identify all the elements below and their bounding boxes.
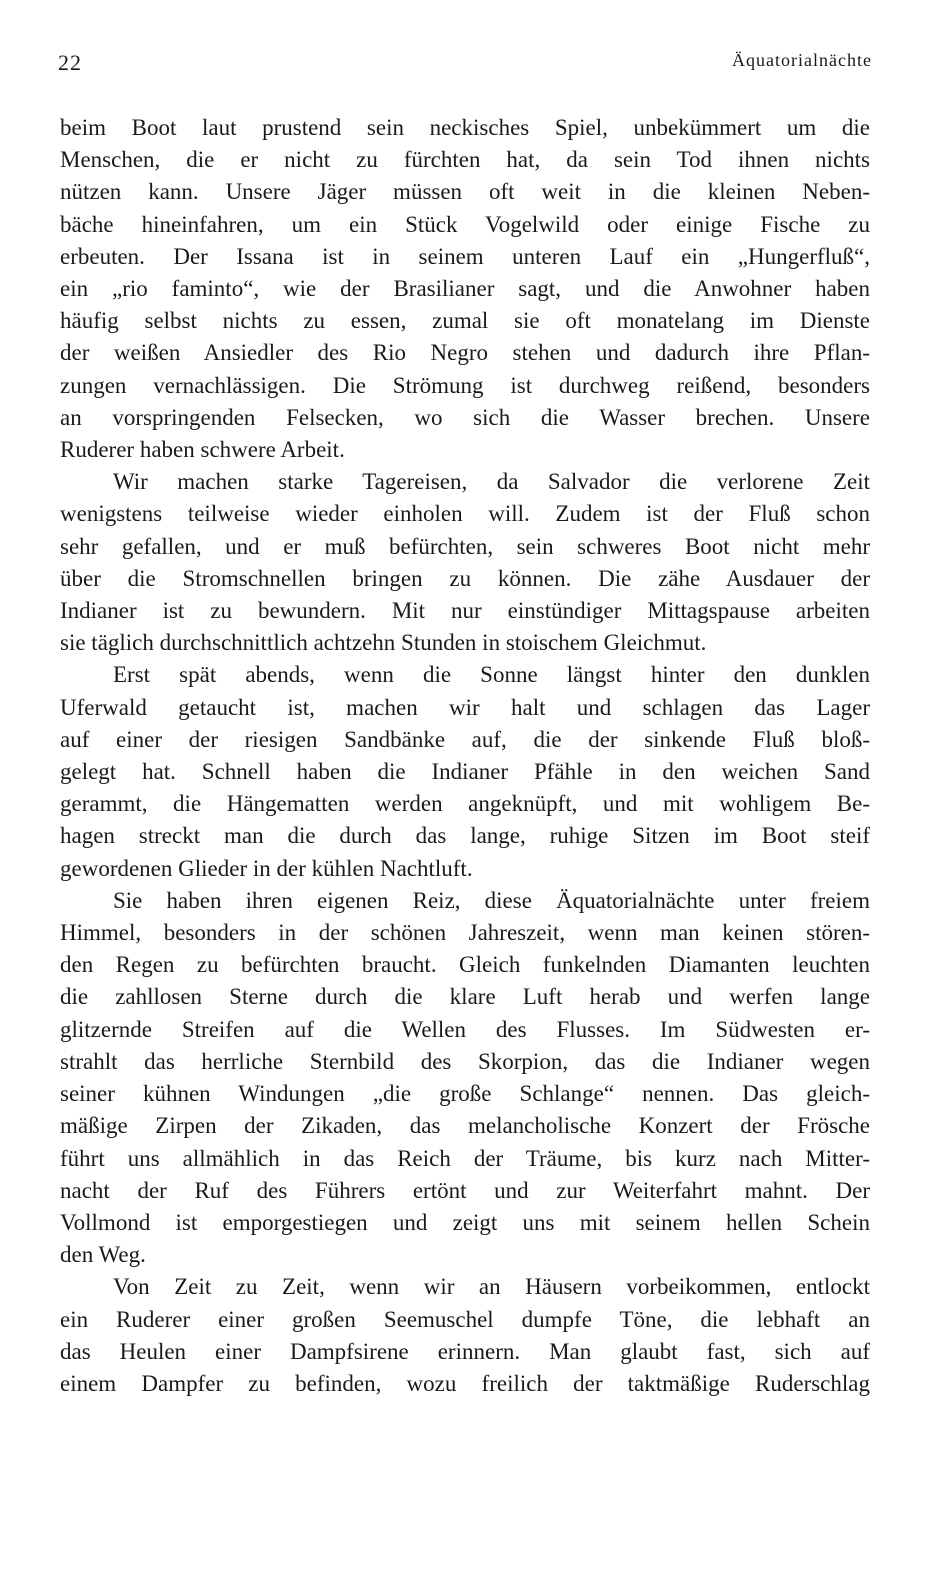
text-line: über die Stromschnellen bringen zu können. Die zähe Ausdauer der	[60, 565, 870, 591]
text-line: glitzernde Streifen auf die Wellen des Flusses. Im Südwesten er-	[60, 1016, 870, 1042]
text-line: häufig selbst nichts zu essen, zumal sie oft monatelang im Dienste	[60, 308, 870, 334]
text-line: der weißen Ansiedler des Rio Negro stehen und dadurch ihre Pflan-	[60, 340, 870, 366]
text-line: gerammt, die Hängematten werden angeknüpft, und mit wohligem Be-	[60, 791, 870, 817]
text-line: Ruderer haben schwere Arbeit.	[60, 437, 345, 463]
text-line: die zahllosen Sterne durch die klare Luft herab und werfen lange	[60, 984, 870, 1010]
text-line: bäche hineinfahren, um ein Stück Vogelwild oder einige Fische zu	[60, 211, 870, 237]
text-line: nützen kann. Unsere Jäger müssen oft weit in die kleinen Neben-	[60, 179, 870, 205]
body-text	[60, 112, 870, 1400]
text-line: Menschen, die er nicht zu fürchten hat, da sein Tod ihnen nichts	[60, 147, 870, 173]
text-line: auf einer der riesigen Sandbänke auf, die der sinkende Fluß bloß-	[60, 726, 870, 752]
text-line: Sie haben ihren eigenen Reiz, diese Äquatorialnächte unter freiem	[113, 887, 870, 913]
text-line: Uferwald getaucht ist, machen wir halt und schlagen das Lager	[60, 694, 870, 720]
text-line: gelegt hat. Schnell haben die Indianer Pfähle in den weichen Sand	[60, 759, 870, 785]
text-line: erbeuten. Der Issana ist in seinem unteren Lauf ein „Hungerfluß“,	[60, 243, 870, 269]
paragraph	[60, 659, 870, 884]
text-line: den Regen zu befürchten braucht. Gleich funkelnden Diamanten leuchten	[60, 952, 870, 978]
text-line: gewordenen Glieder in der kühlen Nachtluft.	[60, 855, 473, 881]
paragraph	[60, 1271, 870, 1400]
text-line: Erst spät abends, wenn die Sonne längst hinter den dunklen	[113, 662, 870, 688]
text-line: hagen streckt man die durch das lange, ruhige Sitzen im Boot steif	[60, 823, 870, 849]
text-line: zungen vernachlässigen. Die Strömung ist durchweg reißend, besonders	[60, 372, 870, 398]
text-line: Himmel, besonders in der schönen Jahreszeit, wenn man keinen stören-	[60, 920, 870, 946]
text-line: strahlt das herrliche Sternbild des Skorpion, das die Indianer wegen	[60, 1048, 870, 1074]
text-line: Vollmond ist emporgestiegen und zeigt uns mit seinem hellen Schein	[60, 1209, 870, 1235]
text-line: Indianer ist zu bewundern. Mit nur einstündiger Mittagspause arbeiten	[60, 598, 870, 624]
text-line: führt uns allmählich in das Reich der Träume, bis kurz nach Mitter-	[60, 1145, 870, 1171]
text-line: sehr gefallen, und er muß befürchten, sein schweres Boot nicht mehr	[60, 533, 870, 559]
paragraph	[60, 112, 870, 466]
text-line: nacht der Ruf des Führers ertönt und zur Weiterfahrt mahnt. Der	[60, 1177, 870, 1203]
text-line: ein Ruderer einer großen Seemuschel dumpfe Töne, die lebhaft an	[60, 1306, 870, 1332]
text-line: wenigstens teilweise wieder einholen will. Zudem ist der Fluß schon	[60, 501, 870, 527]
text-line: ein „rio faminto“, wie der Brasilianer sagt, und die Anwohner haben	[60, 276, 870, 302]
text-line: den Weg.	[60, 1242, 146, 1268]
text-line: Wir machen starke Tagereisen, da Salvador die verlorene Zeit	[113, 469, 870, 495]
text-line: beim Boot laut prustend sein neckisches Spiel, unbekümmert um die	[60, 115, 870, 140]
text-line: einem Dampfer zu befinden, wozu freilich der taktmäßige Ruderschlag	[60, 1370, 870, 1396]
text-line: das Heulen einer Dampfsirene erinnern. Man glaubt fast, sich auf	[60, 1338, 870, 1364]
text-line: sie täglich durchschnittlich achtzehn Stunden in stoischem Gleichmut.	[60, 630, 707, 656]
text-line: Von Zeit zu Zeit, wenn wir an Häusern vorbeikommen, entlockt	[113, 1274, 870, 1300]
paragraph	[60, 885, 870, 1271]
text-line: an vorspringenden Felsecken, wo sich die Wasser brechen. Unsere	[60, 404, 870, 430]
text-line: seiner kühnen Windungen „die große Schlange“ nennen. Das gleich-	[60, 1081, 870, 1107]
page-number: 22	[58, 50, 82, 75]
paragraph	[60, 466, 870, 659]
running-head: Äquatorialnächte	[732, 50, 872, 70]
text-line: mäßige Zirpen der Zikaden, das melancholische Konzert der Frösche	[60, 1113, 870, 1139]
page-header	[58, 50, 872, 80]
